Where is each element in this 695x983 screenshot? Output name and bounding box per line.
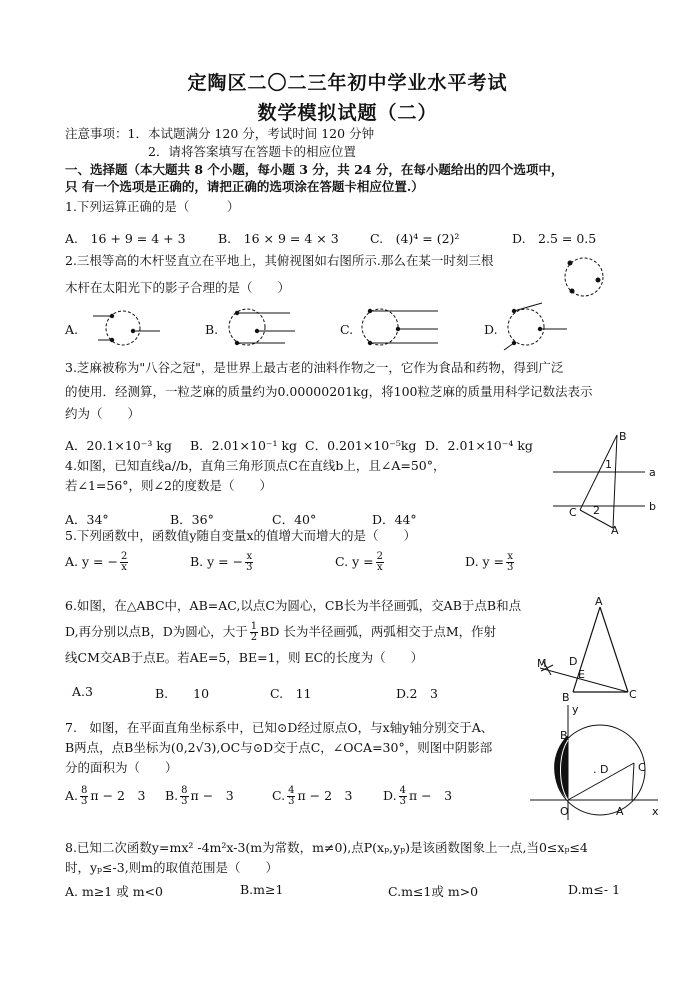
q4-label-b: b — [649, 500, 656, 513]
q6-option-d: D.2 3 — [396, 686, 438, 701]
q7-label-O: O — [560, 805, 569, 818]
notes-line-1: 注意事项：1．本试题满分 120 分，考试时间 120 分钟 — [65, 126, 375, 141]
q4-option-d: D．44° — [372, 512, 417, 527]
q6-stem-line-1: 6.如图，在△ABC中，AB=AC,以点C为圆心，CB长为半径画弧，交AB于点B和点 — [65, 598, 522, 613]
q2-option-d-label: D. — [484, 322, 498, 337]
q7-label-x: x — [652, 805, 659, 818]
q8-stem-line-2: 时，yₚ≤-3,则m的取值范围是（ ） — [65, 860, 279, 875]
q5-option-a: A. y = − $\frac{2}{x}$ — [65, 551, 128, 573]
q2-option-b-label: B. — [205, 322, 219, 337]
q6-label-E: E — [578, 668, 585, 681]
q2-stem-line-2: 木杆在太阳光下的影子合理的是（ ） — [65, 280, 291, 295]
q6-label-D: D — [569, 655, 578, 668]
q2-top-view-figure — [560, 256, 610, 301]
q3-option-c: C．0.201×10⁻⁵kg — [305, 438, 417, 453]
exam-subtitle: 数学模拟试题（二） — [257, 102, 438, 124]
q4-option-c: C．40° — [272, 512, 317, 527]
q2-option-a-label: A. — [65, 322, 79, 337]
q5-option-b: B. y = − $\frac{x}{3}$ — [190, 551, 253, 573]
q2-stem-line-1: 2.三根等高的木杆竖直立在平地上，其俯视图如右图所示.那么在某一时刻三根 — [65, 253, 494, 268]
q8-option-b: B.m≥1 — [240, 882, 284, 897]
q6-label-B: B — [562, 691, 570, 704]
q2-option-a-figure — [88, 308, 163, 348]
q1-option-c: C. (4)⁴ = (2)² — [370, 231, 460, 246]
q1-option-b: B. 16 × 9 = 4 × 3 — [218, 231, 339, 246]
q1-stem: 1.下列运算正确的是（ ） — [65, 199, 240, 214]
q7-option-d: D. $\frac{4}{3}$ π − 3 — [383, 785, 453, 807]
q4-option-b: B．36° — [170, 512, 214, 527]
q5-stem: 5.下列函数中，函数值y随自变量x的值增大而增大的是（ ） — [65, 528, 417, 543]
q8-stem-line-1: 8.已知二次函数y=mx² -4m²x-3(m为常数，m≠0),点P(xₚ,yₚ)是该函数图象上一点,当0≤xₚ≤4 — [65, 840, 588, 855]
q3-stem-line-3: 约为（ ） — [65, 406, 141, 421]
q4-stem-line-1: 4.如图，已知直线a//b，直角三角形顶点C在直线b上，且∠A=50°， — [65, 458, 446, 473]
q3-option-a: A．20.1×10⁻³ kg — [65, 438, 172, 453]
q1-option-a: A. 16 + 9 = 4 + 3 — [65, 231, 186, 246]
q1-option-d: D. 2.5 = 0.5 — [512, 231, 597, 246]
q4-option-a: A．34° — [65, 512, 109, 527]
q2-option-d-figure — [502, 303, 572, 351]
q3-option-b: B．2.01×10⁻¹ kg — [190, 438, 298, 453]
q6-stem-line-3: 线CM交AB于点E。若AE=5，BE=1，则 EC的长度为（ ） — [65, 650, 424, 665]
q7-option-c: C. $\frac{4}{3}$ π − 2 3 — [272, 785, 353, 807]
q2-option-c-label: C. — [340, 322, 354, 337]
exam-title: 定陶区二〇二三年初中学业水平考试 — [187, 72, 508, 94]
q7-label-y: y — [572, 703, 579, 716]
q7-stem-line-1: 7. 如图，在平面直角坐标系中，已知⊙D经过原点O，与x轴y轴分别交于A、 — [65, 720, 494, 735]
q7-option-a: A. $\frac{8}{3}$ π − 2 3 — [65, 785, 146, 807]
notes-line-2: 2．请将答案填写在答题卡的相应位置 — [148, 144, 356, 159]
q6-label-A: A — [595, 595, 603, 608]
q5-option-c: C. y = $\frac{2}{x}$ — [335, 551, 383, 573]
q8-option-d: D.m≤- 1 — [568, 882, 621, 897]
q7-figure — [530, 705, 665, 830]
q4-label-a: a — [649, 466, 656, 479]
q3-option-d: D．2.01×10⁻⁴ kg — [425, 438, 533, 453]
section-heading-line-1: 一、选择题（本大题共 8 个小题，每小题 3 分，共 24 分，在每小题给出的四个选项中， — [65, 162, 564, 177]
q4-figure — [545, 430, 665, 535]
q7-label-C: C — [638, 761, 646, 774]
q6-figure — [535, 595, 645, 705]
q7-label-B: B — [560, 729, 568, 742]
q4-label-B: B — [619, 430, 627, 443]
q4-label-A: A — [611, 524, 619, 537]
q5-option-d: D. y = $\frac{x}{3}$ — [465, 551, 514, 573]
q4-stem-line-2: 若∠1=56°，则∠2的度数是（ ） — [65, 478, 272, 493]
section-heading-line-2: 只 有一个选项是正确的，请把正确的选项涂在答题卡相应位置.） — [65, 179, 424, 194]
q6-option-b: B. 10 — [155, 686, 210, 701]
q7-stem-line-3: 分的面积为（ ） — [65, 760, 178, 775]
q6-stem-line-2: D,再分别以点B，D为圆心，大于 $\frac{1}{2}$ BD 长为半径画弧，两弧相交于点M，作射 — [65, 621, 497, 643]
q4-label-C: C — [569, 506, 577, 519]
q6-option-a: A.3 — [72, 684, 93, 699]
q6-option-c: C. 11 — [270, 686, 312, 701]
q8-option-a: A. m≥1 或 m<0 — [65, 884, 163, 899]
q7-label-D: . D — [593, 763, 609, 776]
q2-option-b-figure — [225, 305, 305, 350]
q7-option-b: B. $\frac{8}{3}$ π − 3 — [165, 785, 234, 807]
q7-label-A: A — [616, 805, 624, 818]
q3-stem-line-1: 3.芝麻被称为"八谷之冠"，是世界上最古老的油料作物之一，它作为食品和药物，得到广泛 — [65, 360, 564, 375]
q4-label-angle-1: 1 — [605, 458, 612, 471]
q7-stem-line-2: B两点，点B坐标为(0,2√3),OC与⊙D交于点C，∠OCA=30°，则图中阴影部 — [65, 740, 493, 755]
q4-label-angle-2: 2 — [593, 504, 600, 517]
q2-option-c-figure — [358, 305, 443, 350]
q6-label-C: C — [629, 688, 637, 701]
q8-option-c: C.m≤1或 m>0 — [388, 884, 479, 899]
q3-stem-line-2: 的使用．经测算，一粒芝麻的质量约为0.00000201kg，将100粒芝麻的质量用科学记数法表示 — [65, 384, 593, 399]
q6-label-M: M — [537, 657, 547, 670]
